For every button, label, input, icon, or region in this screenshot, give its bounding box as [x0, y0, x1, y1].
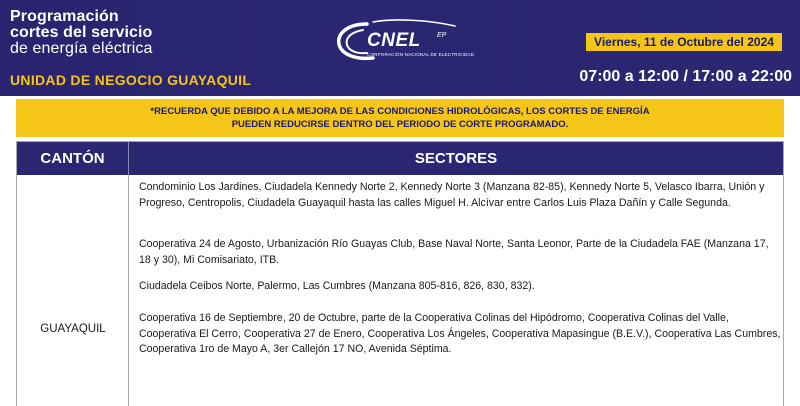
- outage-hours: 07:00 a 12:00 / 17:00 a 22:00: [579, 68, 792, 85]
- notice-line-2: PUEDEN REDUCIRSE DENTRO DEL PERIODO DE CORTE PROGRAMADO.: [231, 119, 569, 130]
- title-line-2: cortes del servicio: [10, 24, 153, 41]
- canton-cell: [17, 175, 129, 406]
- header-banner: [0, 0, 800, 96]
- logo-subtitle: CORPORACIÓN NACIONAL DE ELECTRICIDAD: [367, 52, 475, 57]
- program-title: [10, 9, 153, 57]
- notice-line-1: *RECUERDA QUE DEBIDO A LA MEJORA DE LAS CONDICIONES HIDROLÓGICAS, LOS CORTES DE ENERGÍA: [150, 106, 650, 117]
- sector-paragraph: Condominio Los Jardines, Ciudadela Kennedy Norte 2, Kennedy Norte 3 (Manzana 82-85), Kennedy Norte 5, Velasco Ibarra, Unión y Progreso, Centropolis, Ciudadela Guayaquil hasta las calles Miguel H. Alcívar entre Carlos Luis Plaza Dañín y Calle Segunda.: [139, 181, 765, 209]
- column-header-sectores: SECTORES: [414, 150, 498, 167]
- logo-wordmark: CNEL: [367, 30, 421, 51]
- notice-banner: [16, 99, 784, 137]
- column-header-canton: CANTÓN: [17, 142, 129, 175]
- title-line-3: de energía eléctrica: [10, 40, 153, 57]
- title-line-1: Programación: [10, 8, 119, 25]
- date-badge: Viernes, 11 de Octubre del 2024: [586, 33, 782, 51]
- cnel-logo: [333, 18, 475, 66]
- sectors-cell: [129, 175, 783, 406]
- sector-paragraph: Cooperativa 16 de Septiembre, 20 de Octubre, parte de la Cooperativa Colinas del Hipódromo, Cooperativa Colinas del Valle, Cooperativa El Cerro, Cooperativa 27 de Enero, Cooperativa Los Ángeles, Cooperativa Mapasingue (B.E.V.), Cooperativa Las Cumbres, Cooperativa 1ro de Mayo A, 3er Callejón 17 NO, Avenida Séptima.: [139, 312, 781, 356]
- table-header-row: [17, 142, 783, 175]
- business-unit-label: UNIDAD DE NEGOCIO GUAYAQUIL: [10, 72, 252, 88]
- schedule-table: [16, 141, 784, 406]
- sector-paragraph: Cooperativa 24 de Agosto, Urbanización Río Guayas Club, Base Naval Norte, Santa Leonor, Parte de la Ciudadela FAE (Manzana 17, 18 y 30), Mi Comisariato, ITB.: [139, 238, 769, 266]
- canton-name: GUAYAQUIL: [40, 323, 106, 335]
- sector-paragraph: Ciudadela Ceibos Norte, Palermo, Las Cumbres (Manzana 805-816, 826, 830, 832).: [139, 280, 535, 292]
- logo-ep: EP: [437, 32, 447, 39]
